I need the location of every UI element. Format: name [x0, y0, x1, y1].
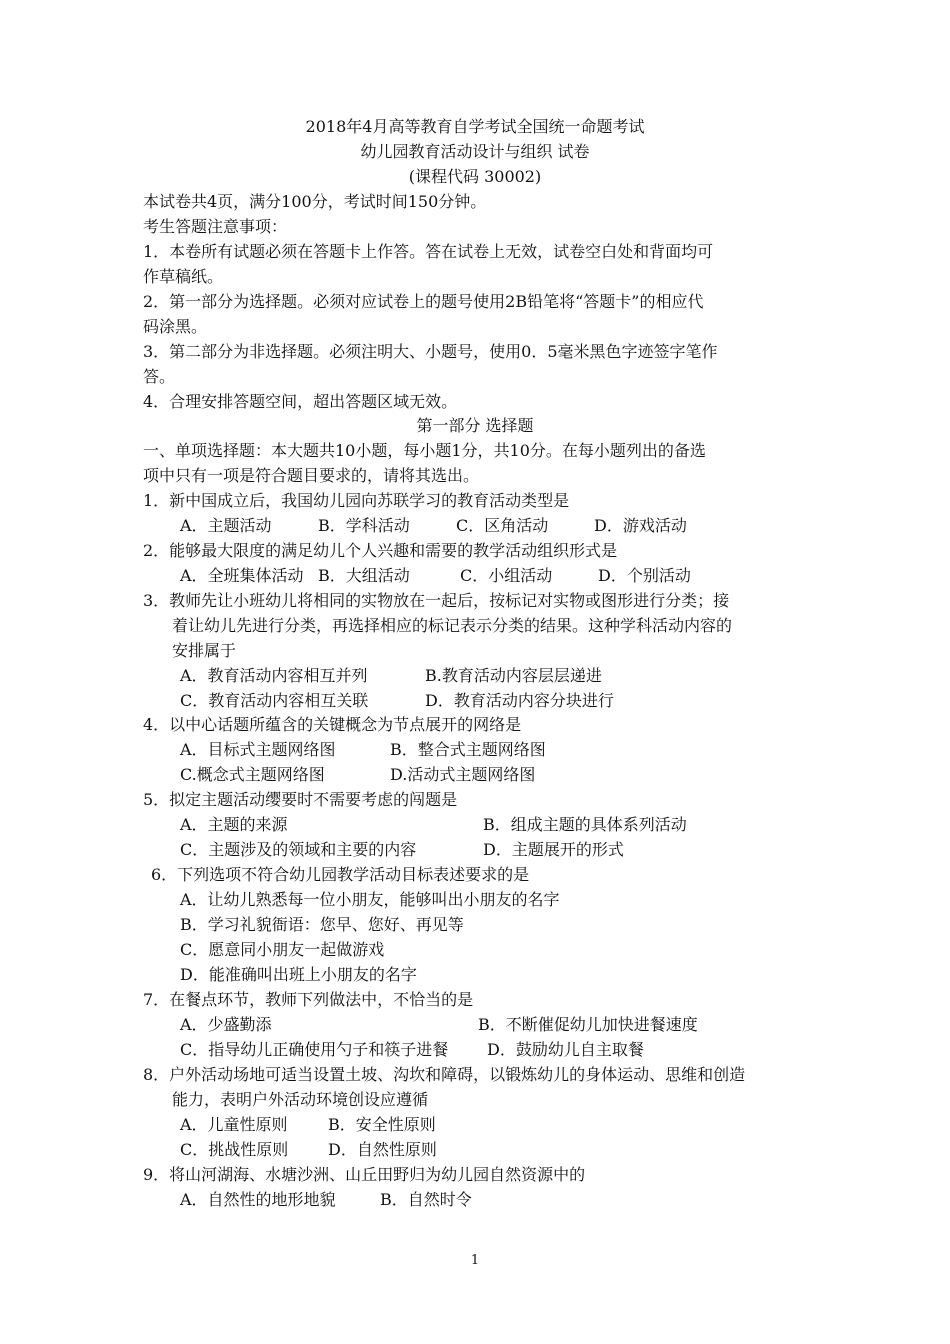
q3-option-b: B.教育活动内容层层递进	[425, 666, 602, 685]
q6-option-a: A．让幼儿熟悉每一位小朋友，能够叫出小朋友的名字	[180, 890, 560, 909]
question-2-stem: 2．能够最大限度的满足幼儿个人兴趣和需要的教学活动组织形式是	[143, 541, 618, 560]
section-instructions: 一、单项选择题：本大题共10小题，每小题1分，共10分。在每小题列出的备选	[143, 441, 706, 460]
course-code: (课程代码 30002)	[408, 167, 542, 186]
question-3-stem-end: 安排属于	[172, 641, 237, 660]
q8-option-a: A．儿童性原则	[180, 1115, 288, 1134]
q1-option-a: A．主题活动	[180, 516, 272, 535]
q5-option-c: C．主题涉及的领域和主要的内容	[180, 840, 417, 859]
q9-option-b: B．自然时令	[380, 1190, 472, 1209]
exam-subject: 幼儿园教育活动设计与组织 试卷	[360, 142, 590, 161]
question-5-stem: 5．拟定主题活动缨要时不需要考虑的闯题是	[143, 790, 458, 809]
q2-option-d: D．个别活动	[598, 566, 691, 585]
q4-option-c: C.概念式主题网络图	[180, 765, 325, 784]
q5-option-b: B．组成主题的具体系列活动	[483, 815, 687, 834]
question-1-stem: 1．新中国成立后，我国幼儿园向苏联学习的教育活动类型是	[143, 491, 570, 510]
q8-option-d: D．自然性原则	[328, 1140, 437, 1159]
question-9-stem: 9．将山河湖海、水塘沙洲、山丘田野归为幼儿园自然资源中的	[143, 1165, 586, 1184]
note-1: 1．本卷所有试题必须在答题卡上作答。答在试卷上无效，试卷空白处和背面均可	[143, 242, 714, 261]
q5-option-d: D．主题展开的形式	[483, 840, 624, 859]
q1-option-c: C．区角活动	[456, 516, 549, 535]
note-3: 3．第二部分为非选择题。必须注明大、小题号，使用0．5毫米黑色字迹签字笔作	[143, 342, 718, 361]
q7-option-b: B．不断催促幼儿加快进餐速度	[478, 1015, 698, 1034]
note-2: 2．第一部分为选择题。必须对应试卷上的题号使用2B铅笔将“答题卡”的相应代	[143, 292, 704, 311]
q9-option-a: A．自然性的地形地貌	[180, 1190, 336, 1209]
q3-option-a: A．教育活动内容相互并列	[180, 666, 368, 685]
question-7-stem: 7．在餐点环节，教师下列做法中，不恰当的是	[143, 990, 474, 1009]
note-3-cont: 答。	[143, 367, 176, 386]
question-8-stem: 8．户外活动场地可适当设置土坡、沟坎和障碍，以锻炼幼儿的身体运动、思维和创造	[143, 1065, 746, 1084]
note-4: 4．合理安排答题空间，超出答题区域无效。	[143, 392, 458, 411]
q2-option-a: A．全班集体活动	[180, 566, 304, 585]
q6-option-b: B．学习礼貌衙语：您早、您好、再见等	[180, 915, 464, 934]
q4-option-d: D.活动式主题网络图	[390, 765, 536, 784]
note-2-cont: 码涂黑。	[143, 317, 208, 336]
question-8-stem-cont: 能力，表明户外活动环境创设应遵循	[172, 1090, 429, 1109]
q1-option-b: B．学科活动	[318, 516, 410, 535]
q8-option-b: B．安全性原则	[328, 1115, 436, 1134]
section-instructions-cont: 项中只有一项是符合题目要求的，请将其选出。	[143, 466, 480, 485]
part-heading: 第一部分 选择题	[416, 416, 534, 435]
q7-option-a: A．少盛勤添	[180, 1015, 272, 1034]
q4-option-b: B．整合式主题网络图	[390, 740, 546, 759]
question-6-stem: 6．下列选项不符合幼儿园教学活动目标表述要求的是	[151, 865, 530, 884]
q3-option-c: C．教育活动内容相互关联	[180, 691, 369, 710]
q5-option-a: A．主题的来源	[180, 815, 288, 834]
q3-option-d: D．教育活动内容分块进行	[425, 691, 614, 710]
question-3-stem: 3．教师先让小班幼儿将相同的实物放在一起后，按标记对实物或图形进行分类；接	[143, 591, 730, 610]
q8-option-c: C．挑战性原则	[180, 1140, 289, 1159]
q7-option-c: C．指导幼儿正确使用勺子和筷子进餐	[180, 1040, 449, 1059]
q2-option-b: B．大组活动	[318, 566, 410, 585]
q1-option-d: D．游戏活动	[594, 516, 687, 535]
q7-option-d: D．鼓励幼儿自主取餐	[487, 1040, 644, 1059]
note-1-cont: 作草稿纸。	[143, 267, 224, 286]
q6-option-c: C．愿意同小朋友一起做游戏	[180, 940, 385, 959]
exam-title: 2018年4月高等教育自学考试全国统一命题考试	[305, 117, 645, 136]
exam-summary: 本试卷共4页，满分100分，考试时间150分钟。	[143, 192, 487, 211]
question-3-stem-cont: 着让幼儿先进行分类，再选择相应的标记表示分类的结果。这种学科活动内容的	[172, 616, 733, 635]
q2-option-c: C．小组活动	[460, 566, 553, 585]
page-number: 1	[470, 1253, 480, 1268]
notes-heading: 考生答题注意事项：	[143, 217, 288, 236]
q6-option-d: D．能准确叫出班上小朋友的名字	[180, 965, 417, 984]
q4-option-a: A．目标式主题网络图	[180, 740, 336, 759]
question-4-stem: 4．以中心话题所蕴含的关键概念为节点展开的网络是	[143, 715, 522, 734]
